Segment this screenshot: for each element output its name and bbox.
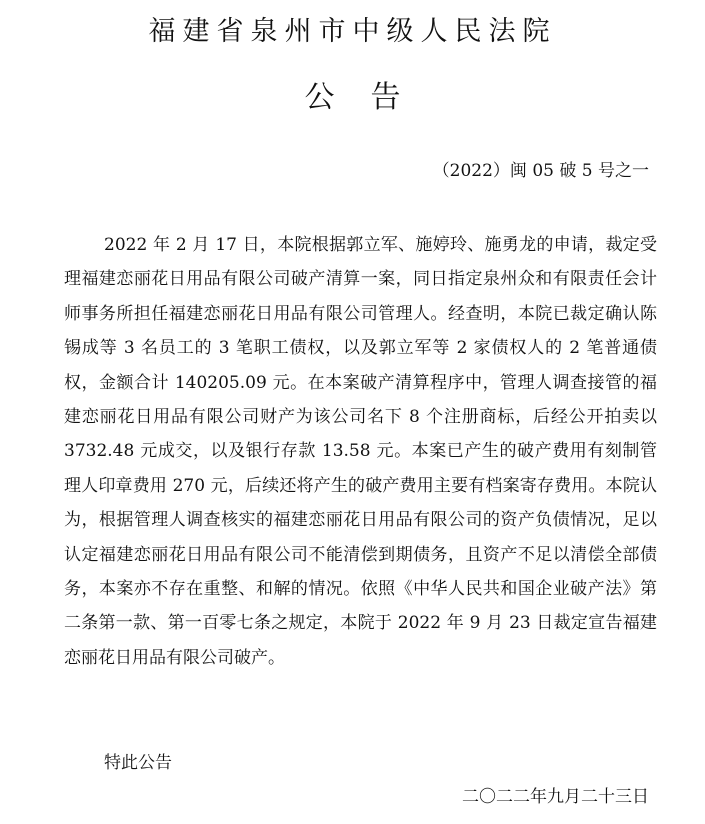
case-number: （2022）闽 05 破 5 号之一 <box>432 161 649 181</box>
issue-date: 二〇二二年九月二十三日 <box>462 787 649 807</box>
body-paragraph: 2022 年 2 月 17 日，本院根据郭立军、施婷玲、施勇龙的申请，裁定受理福建恋丽花日用品有限公司破产清算一案，同日指定泉州众和有限责任会计师事务所担任福建恋丽花日用品有限公司管理人。经查明，本院已裁定确认陈锡成等 3 名员工的 3 笔职工债权，以及郭立军等 2 家债权人的 2 笔普通债权，金额合计 140205.09 元。在本案破产清算程序中，管理人调查接管的福建恋丽花日用品有限公司财产为该公司名下 8 个注册商标，后经公开拍卖以 3732.48 元成交，以及银行存款 13.58 元。本案已产生的破产费用有刻制管理人印章费用 270 元，后续还将产生的破产费用主要有档案寄存费用。本院认为，根据管理人调查核实的福建恋丽花日用品有限公司的资产负债情况，足以认定福建恋丽花日用品有限公司不能清偿到期债务，且资产不足以清偿全部债务，本案亦不存在重整、和解的情况。依照《中华人民共和国企业破产法》第二条第一款、第一百零七条之规定，本院于 2022 年 9 月 23 日裁定宣告福建恋丽花日用品有限公司破产。 <box>64 235 657 668</box>
court-name: 福建省泉州市中级人民法院 <box>148 16 557 47</box>
document-title: 公告 <box>304 80 437 115</box>
closing-statement: 特此公告 <box>104 753 172 773</box>
